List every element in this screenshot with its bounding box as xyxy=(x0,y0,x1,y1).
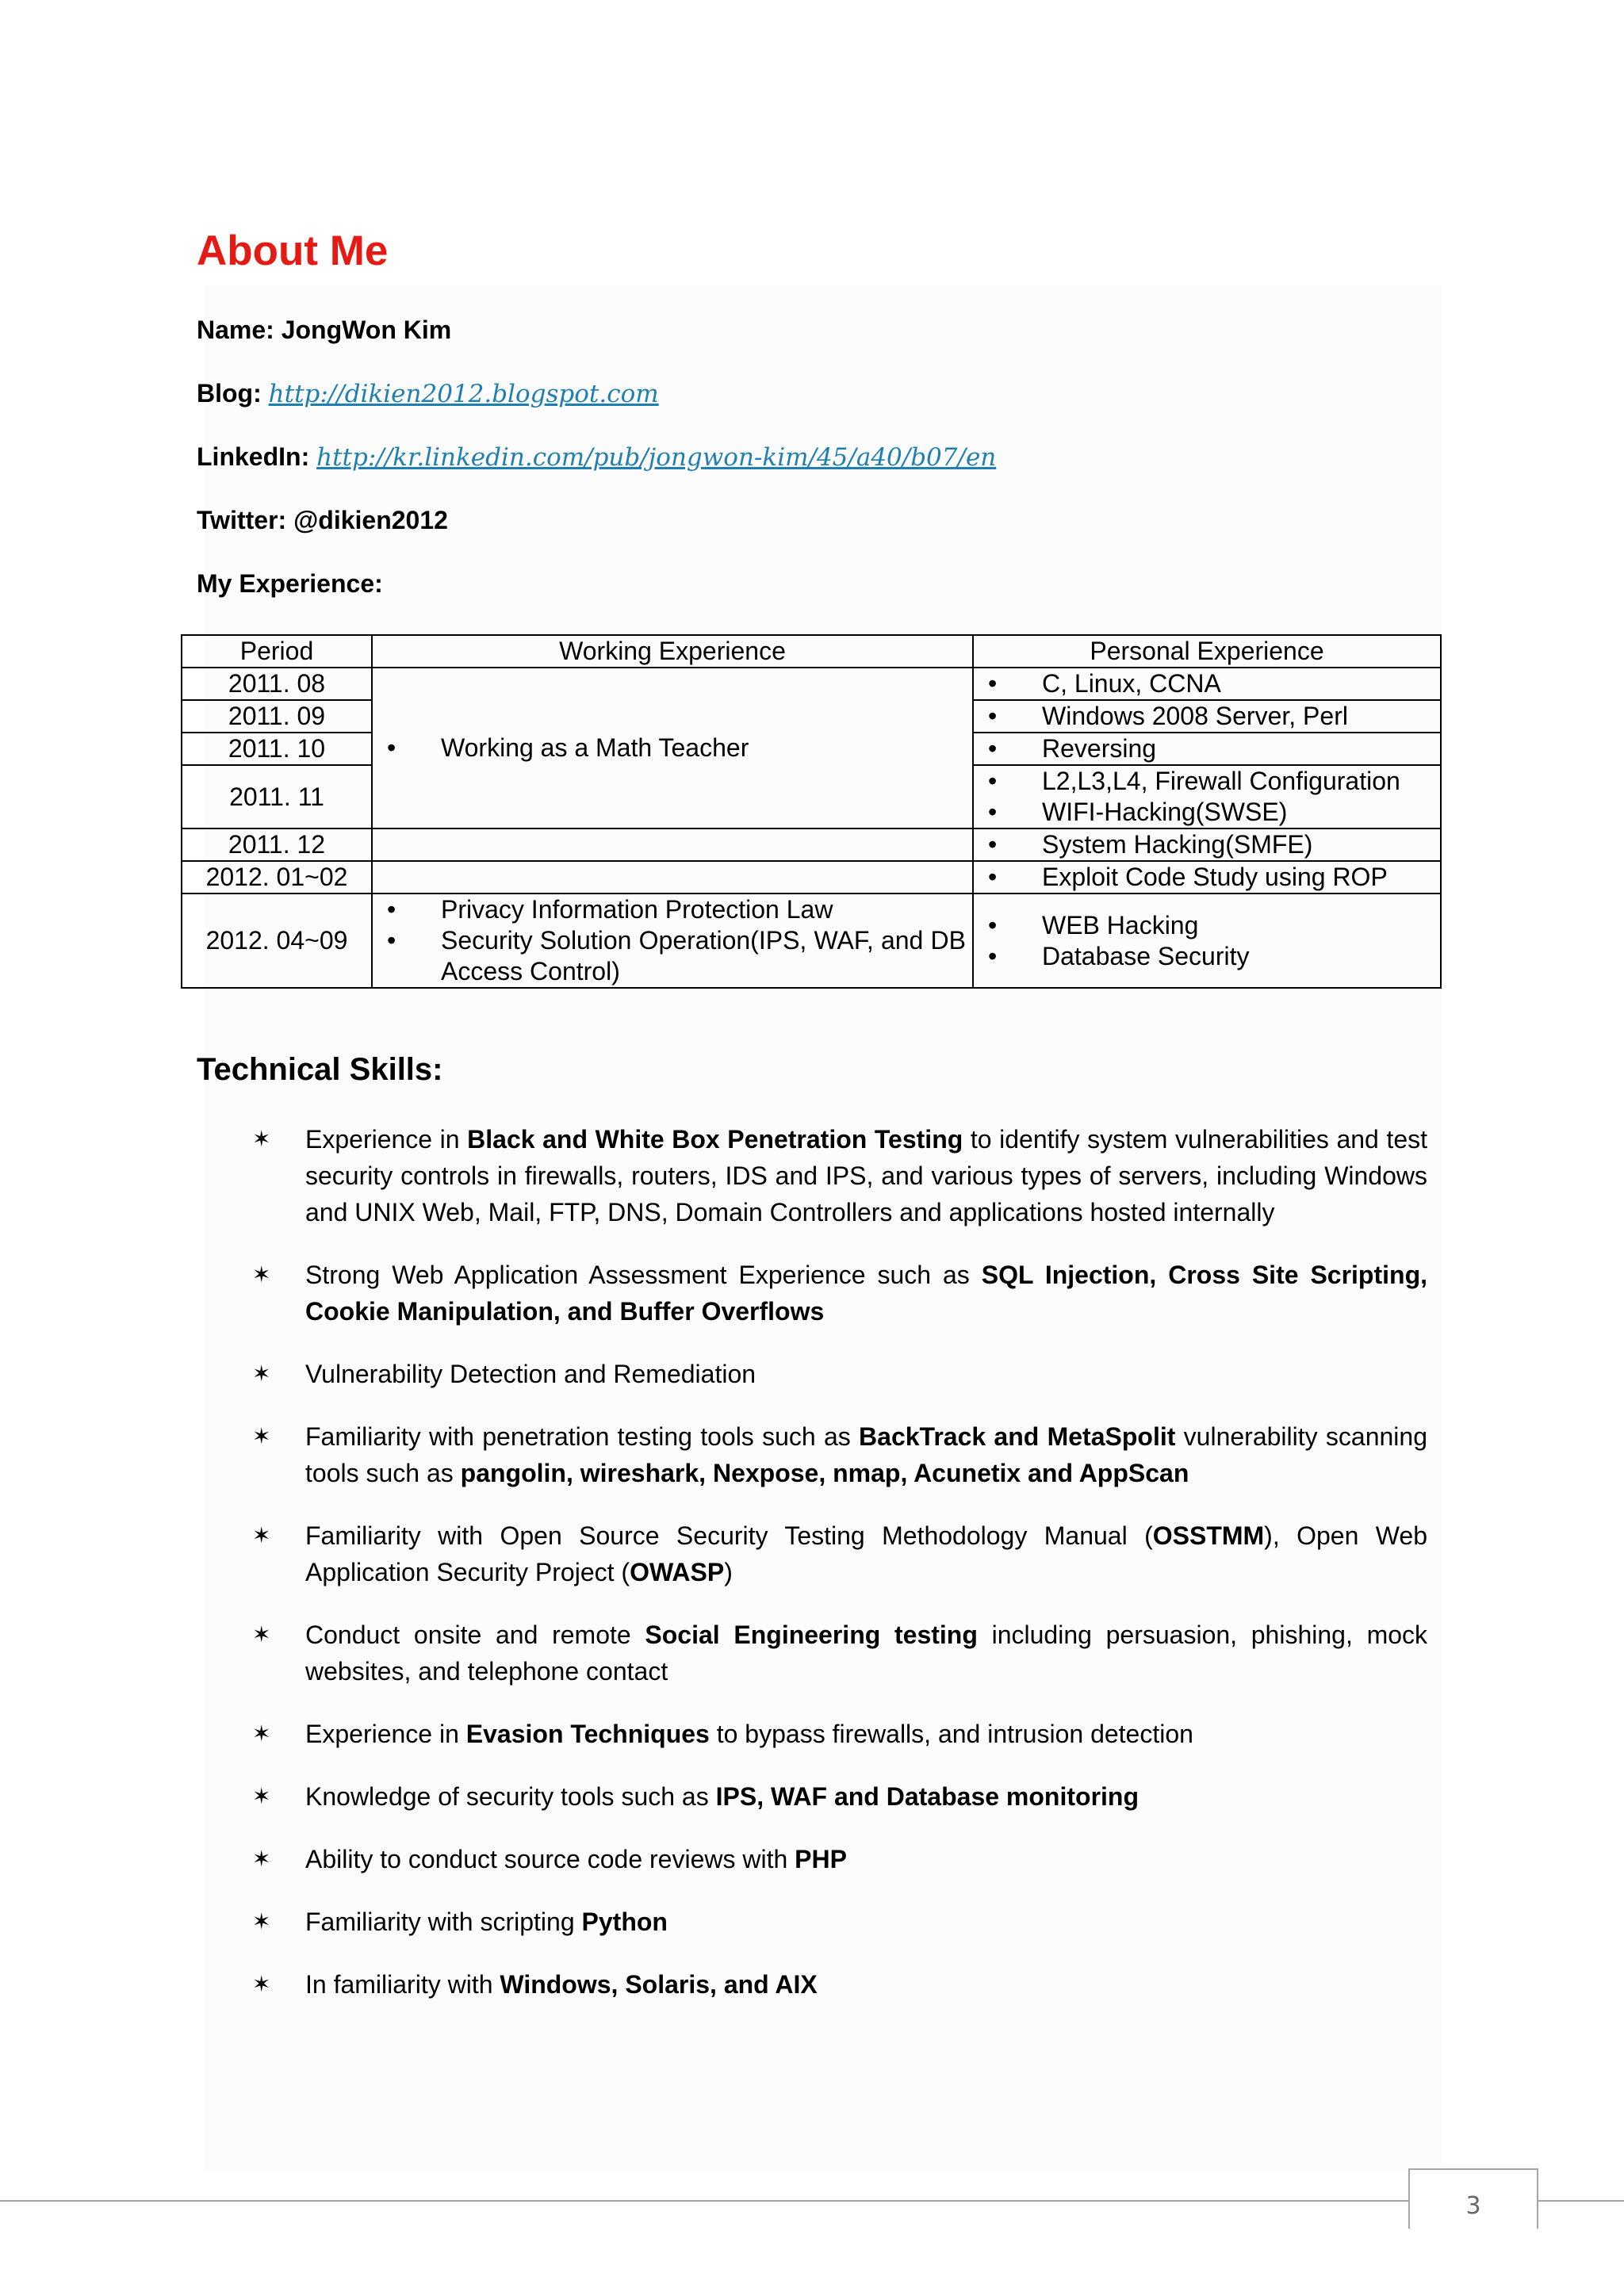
skill-item: ✶ Experience in Evasion Techniques to bypass firewalls, and intrusion detection xyxy=(247,1716,1427,1752)
table-row xyxy=(182,828,1441,861)
skill-item: ✶ Familiarity with Open Source Security Testing Methodology Manual (OSSTMM), Open Web Application Security Project (OWASP) xyxy=(247,1517,1427,1590)
header-working: Working Experience xyxy=(372,635,973,668)
twitter-value: @dikien2012 xyxy=(293,506,448,534)
personal-item: • L2,L3,L4, Firewall Configuration xyxy=(980,766,1434,797)
footer-rule xyxy=(0,2200,1624,2202)
twitter-label: Twitter: xyxy=(197,506,287,534)
header-period: Period xyxy=(182,635,372,668)
star-bullet-icon: ✶ xyxy=(252,1622,271,1647)
star-bullet-icon: ✶ xyxy=(252,1262,271,1287)
linkedin-line xyxy=(197,442,996,472)
skill-item: ✶ Ability to conduct source code reviews with PHP xyxy=(247,1841,1427,1877)
personal-cell xyxy=(973,700,1441,733)
experience-label: My Experience: xyxy=(197,569,383,598)
period-cell: 2011. 10 xyxy=(182,733,372,765)
table-row xyxy=(182,894,1441,988)
blog-link[interactable]: http://dikien2012.blogspot.com xyxy=(268,380,659,408)
personal-item: • Windows 2008 Server, Perl xyxy=(980,701,1434,732)
twitter-line xyxy=(197,506,448,535)
skill-item: ✶ Conduct onsite and remote Social Engineering testing including persuasion, phishing, mock websites, and telephone contact xyxy=(247,1617,1427,1689)
star-bullet-icon: ✶ xyxy=(252,1972,271,1996)
star-bullet-icon: ✶ xyxy=(252,1721,271,1746)
personal-item: • Database Security xyxy=(980,941,1434,972)
period-cell: 2011. 11 xyxy=(182,765,372,828)
period-cell: 2011. 08 xyxy=(182,668,372,700)
working-item: • Privacy Information Protection Law xyxy=(379,894,966,925)
page-number-tab xyxy=(1408,2168,1538,2229)
about-me-heading: About Me xyxy=(197,228,389,274)
period-cell: 2012. 01~02 xyxy=(182,861,372,894)
working-cell-empty xyxy=(372,861,973,894)
name-line xyxy=(197,316,451,345)
personal-cell xyxy=(973,733,1441,765)
skills-list xyxy=(247,1121,1427,2029)
star-bullet-icon: ✶ xyxy=(252,1361,271,1386)
star-bullet-icon: ✶ xyxy=(252,1846,271,1871)
period-cell: 2011. 12 xyxy=(182,828,372,861)
table-row xyxy=(182,861,1441,894)
skill-item: ✶ Knowledge of security tools such as IPS, WAF and Database monitoring xyxy=(247,1778,1427,1815)
linkedin-link[interactable]: http://kr.linkedin.com/pub/jongwon-kim/45/a40/b07/en xyxy=(316,443,997,472)
personal-item: • Exploit Code Study using ROP xyxy=(980,862,1434,893)
skill-item: ✶ Strong Web Application Assessment Experience such as SQL Injection, Cross Site Scripting, Cookie Manipulation, and Buffer Overflows xyxy=(247,1257,1427,1330)
linkedin-label: LinkedIn: xyxy=(197,442,310,471)
name-label: Name: xyxy=(197,316,274,344)
technical-skills-heading: Technical Skills: xyxy=(197,1052,443,1087)
personal-item: • WIFI-Hacking(SWSE) xyxy=(980,797,1434,828)
skill-item: ✶ Familiarity with penetration testing tools such as BackTrack and MetaSpolit vulnerability scanning tools such as pangolin, wireshark, Nexpose, nmap, Acunetix and AppScan xyxy=(247,1418,1427,1491)
star-bullet-icon: ✶ xyxy=(252,1127,271,1151)
star-bullet-icon: ✶ xyxy=(252,1784,271,1808)
working-cell xyxy=(372,668,973,828)
star-bullet-icon: ✶ xyxy=(252,1424,271,1448)
star-bullet-icon: ✶ xyxy=(252,1523,271,1548)
period-cell: 2012. 04~09 xyxy=(182,894,372,988)
header-personal: Personal Experience xyxy=(973,635,1441,668)
personal-item: • Reversing xyxy=(980,733,1434,764)
personal-cell xyxy=(973,828,1441,861)
personal-cell xyxy=(973,894,1441,988)
page-number: 3 xyxy=(1465,2192,1481,2220)
personal-item: • WEB Hacking xyxy=(980,910,1434,941)
blog-line xyxy=(197,379,659,408)
working-cell-empty xyxy=(372,828,973,861)
personal-cell xyxy=(973,765,1441,828)
skill-item: ✶ Familiarity with scripting Python xyxy=(247,1904,1427,1940)
personal-item: • System Hacking(SMFE) xyxy=(980,829,1434,860)
period-cell: 2011. 09 xyxy=(182,700,372,733)
skill-item: ✶ Experience in Black and White Box Penetration Testing to identify system vulnerabilities and test security controls in firewalls, routers, IDS and IPS, and various types of servers, including Windows and UNIX Web, Mail, FTP, DNS, Domain Controllers and applications hosted internally xyxy=(247,1121,1427,1230)
blog-label: Blog: xyxy=(197,379,262,408)
star-bullet-icon: ✶ xyxy=(252,1909,271,1934)
name-value: JongWon Kim xyxy=(281,316,452,344)
working-cell xyxy=(372,894,973,988)
experience-table xyxy=(181,634,1442,989)
personal-item: • C, Linux, CCNA xyxy=(980,668,1434,699)
working-item: • Working as a Math Teacher xyxy=(379,733,966,763)
personal-cell xyxy=(973,861,1441,894)
personal-cell xyxy=(973,668,1441,700)
working-item: • Security Solution Operation(IPS, WAF, and DB Access Control) xyxy=(379,925,966,987)
skill-item: ✶ In familiarity with Windows, Solaris, and AIX xyxy=(247,1966,1427,2003)
table-header-row xyxy=(182,635,1441,668)
skill-item: ✶ Vulnerability Detection and Remediation xyxy=(247,1356,1427,1392)
table-row xyxy=(182,668,1441,700)
